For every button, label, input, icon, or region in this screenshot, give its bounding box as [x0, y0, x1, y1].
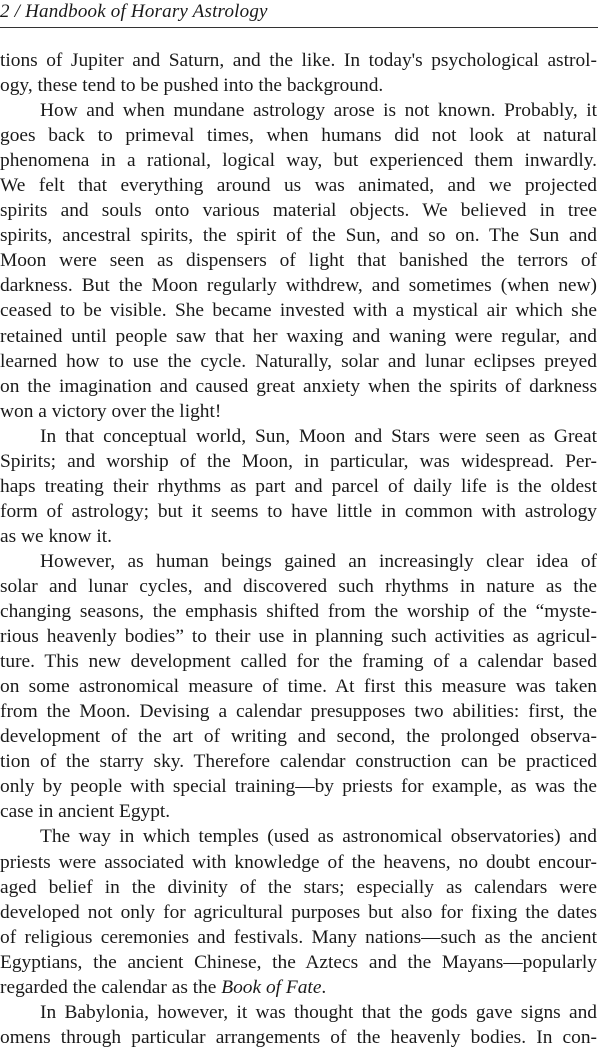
text-line: tion of the starry sky. Therefore calendar construction can be practiced: [0, 751, 597, 773]
text-line: developed not only for agricultural purposes but also for fixing the dates: [0, 901, 597, 923]
text-line: Spirits; and worship of the Moon, in particular, was widespread. Per-: [0, 450, 597, 472]
paragraph: [0, 48, 597, 98]
italic-title: Book of Fate: [221, 976, 322, 998]
text-line: ceased to be visible. She became invested with a mystical air which she: [0, 300, 597, 322]
text-line: goes back to primeval times, when humans did not look at natural: [0, 125, 597, 147]
header-separator: /: [14, 1, 21, 22]
header-rule: [0, 27, 598, 28]
text-line: only by people with special training—by priests for example, as was the: [0, 776, 597, 798]
text-line: spirits, ancestral spirits, the spirit of the Sun, and so on. The Sun and: [0, 225, 597, 247]
text-line: case in ancient Egypt.: [0, 801, 171, 823]
text-line: changing seasons, the emphasis shifted from the worship of the “myste-: [0, 601, 597, 623]
text-line: Moon were seen as dispensers of light that banished the terrors of: [0, 250, 597, 272]
text-line: omens through particular arrangements of the heavenly bodies. In con-: [0, 1026, 597, 1048]
text-line: from the Moon. Devising a calendar presupposes two abilities: first, the: [0, 701, 597, 723]
text-line: rious heavenly bodies” to their use in planning such activities as agricul-: [0, 626, 597, 648]
paragraph: [0, 98, 597, 424]
text-line: priests were associated with knowledge of the heavens, no doubt encour-: [0, 851, 597, 873]
text-line: How and when mundane astrology arose is not known. Probably, it: [40, 100, 597, 122]
text-line: ture. This new development called for the framing of a calendar based: [0, 651, 597, 673]
text-line: phenomena in a rational, logical way, but experienced them inwardly.: [0, 150, 597, 172]
text-line: solar and lunar cycles, and discovered such rhythms in nature as the: [0, 575, 597, 597]
text-line: on the imagination and caused great anxiety when the spirits of darkness: [0, 375, 597, 397]
text-line: darkness. But the Moon regularly withdrew, and sometimes (when new): [0, 275, 597, 297]
text-line: of religious ceremonies and festivals. Many nations—such as the ancient: [0, 926, 597, 948]
text-line: on some astronomical measure of time. At first this measure was taken: [0, 676, 597, 698]
text-line: haps treating their rhythms as part and parcel of daily life is the oldest: [0, 475, 597, 497]
text-line: [0, 975, 597, 1000]
page-number: 2: [0, 1, 10, 22]
text-line: The way in which temples (used as astronomical observatories) and: [40, 826, 597, 848]
header-text: [0, 1, 268, 23]
text-line: won a victory over the light!: [0, 400, 222, 422]
text-line: learned how to use the cycle. Naturally, solar and lunar eclipses preyed: [0, 350, 597, 372]
text-line: retained until people saw that her waxing and waning were regular, and: [0, 325, 597, 347]
text-line: development of the art of writing and second, the prolonged observa-: [0, 726, 597, 748]
running-title: Handbook of Horary Astrology: [25, 1, 268, 22]
text-line: tions of Jupiter and Saturn, and the like. In today's psychological astrol-: [0, 50, 597, 71]
text-line: form of astrology; but it seems to have little in common with astrology: [0, 500, 597, 522]
text-line: In Babylonia, however, it was thought that the gods gave signs and: [40, 1001, 597, 1023]
text-segment: regarded the calendar as the: [0, 976, 222, 998]
paragraph: [0, 424, 597, 549]
text-line: In that conceptual world, Sun, Moon and Stars were seen as Great: [40, 425, 597, 447]
page-body: [0, 48, 597, 1050]
text-line: We felt that everything around us was animated, and we projected: [0, 175, 597, 197]
text-line: Egyptians, the ancient Chinese, the Aztecs and the Mayans—popularly: [0, 951, 597, 973]
running-header: [0, 0, 600, 28]
text-line: as we know it.: [0, 525, 113, 547]
text-line: spirits and souls onto various material objects. We believed in tree: [0, 200, 597, 222]
text-line: aged belief in the divinity of the stars; especially as calendars were: [0, 876, 597, 898]
paragraph: [0, 549, 597, 825]
paragraph: [0, 1000, 597, 1050]
paragraph: [0, 824, 597, 999]
text-segment: .: [321, 976, 327, 998]
text-line: However, as human beings gained an increasingly clear idea of: [40, 550, 597, 572]
text-line: ogy, these tend to be pushed into the background.: [0, 75, 384, 97]
